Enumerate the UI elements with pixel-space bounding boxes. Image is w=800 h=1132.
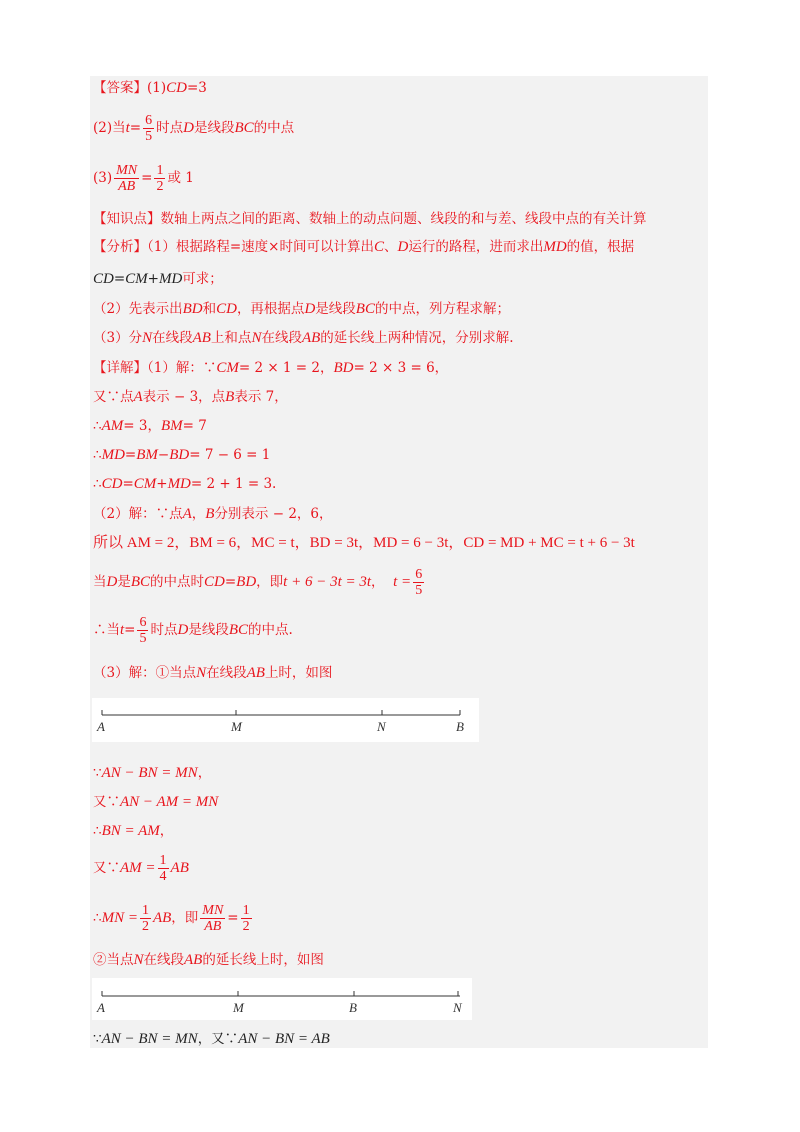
detail-line-13: ∴BN = AM， [93,823,174,839]
detail-line-15: ∴MN = $\frac{1}{2}$ AB，即 $\frac{MN}{AB}$ = $\frac{1}{2}$ [93,903,250,934]
knowledge-tag: 【知识点】 [93,211,161,227]
answer-line-1: 【答案】(1)CD=3 [93,80,207,96]
detail-line-10: （3）解：①当点N在线段AB上时，如图 [93,665,333,681]
fig1-label-b: B [456,719,464,734]
detail-line-9: ∴当t= $\frac{6}{5}$ 时点D是线段BC的中点. [93,615,293,646]
fraction: $\frac{MN}{AB}$ [202,903,224,934]
fraction: $\frac{MN}{AB}$ [116,163,138,194]
fraction: $\frac{1}{2}$ [242,903,250,934]
detail-line-1: 【详解】（1）解：∵CM= 2 × 1 = 2，BD= 2 × 3 = 6， [93,360,449,376]
analysis-line-1: 【分析】（1）根据路程=速度×时间可以计算出C、D运行的路程，进而求出MD的值，根据 [93,239,635,255]
detail-line-7: 所以 AM = 2，BM = 6，MC = t，BD = 3t，MD = 6 − 3t，CD = MD + MC = t + 6 − 3t [93,535,635,551]
number-line-figure-1 [92,698,479,742]
fig2-label-b: B [349,1000,357,1015]
fig1-label-n: N [377,719,386,734]
detail-line-3: ∴AM= 3，BM= 7 [93,418,207,434]
fraction: $\frac{1}{4}$ [159,853,167,884]
analysis-line-2: CD=CM+MD可求； [93,271,223,287]
fraction: $\frac{1}{2}$ [141,903,149,934]
detail-line-4: ∴MD=BM−BD= 7 − 6 = 1 [93,447,271,463]
analysis-tag: 【分析】 [93,239,147,255]
fraction: $\frac{1}{2}$ [156,163,164,194]
detail-line-6: （2）解：∵点A，B分别表示 − 2，6， [93,506,333,522]
fig2-label-a: A [97,1000,105,1015]
detail-line-2: 又∵点A表示 − 3，点B表示 7， [93,389,288,405]
fig2-label-m: M [233,1000,244,1015]
number-line-figure-2 [92,978,472,1020]
analysis-line-4: （3）分N在线段AB上和点N在线段AB的延长线上两种情况，分别求解. [93,330,514,346]
detail-line-17: ∵AN − BN = MN，又∵AN − BN = AB [93,1031,330,1047]
fig1-label-m: M [231,719,242,734]
detail-line-14: 又∵AM = $\frac{1}{4}$ AB [93,853,189,884]
answer-line-3: (3) $\frac{MN}{AB}$ = $\frac{1}{2}$ 或 1 [93,163,194,194]
detail-line-12: 又∵AN − AM = MN [93,794,219,810]
answer-line-2: (2)当t= $\frac{6}{5}$ 时点D是线段BC的中点 [93,113,295,144]
fig2-label-n: N [453,1000,462,1015]
detail-tag: 【详解】 [93,360,147,376]
detail-line-11: ∵AN − BN = MN， [93,765,212,781]
detail-line-5: ∴CD=CM+MD= 2 + 1 = 3. [93,476,277,492]
fraction: $\frac{6}{5}$ [415,567,423,598]
fig1-label-a: A [97,719,105,734]
knowledge-line: 【知识点】数轴上两点之间的距离、数轴上的动点问题、线段的和与差、线段中点的有关计算 [93,211,647,227]
answer-tag: 【答案】 [93,80,147,96]
detail-line-8: 当D是BC的中点时CD=BD，即t + 6 − 3t = 3t， t = $\frac{6}{5}$ [93,567,423,598]
fraction: $\frac{6}{5}$ [145,113,153,144]
fraction: $\frac{6}{5}$ [139,615,147,646]
analysis-line-3: （2）先表示出BD和CD，再根据点D是线段BC的中点，列方程求解； [93,301,510,317]
detail-line-16: ②当点N在线段AB的延长线上时，如图 [93,952,324,968]
